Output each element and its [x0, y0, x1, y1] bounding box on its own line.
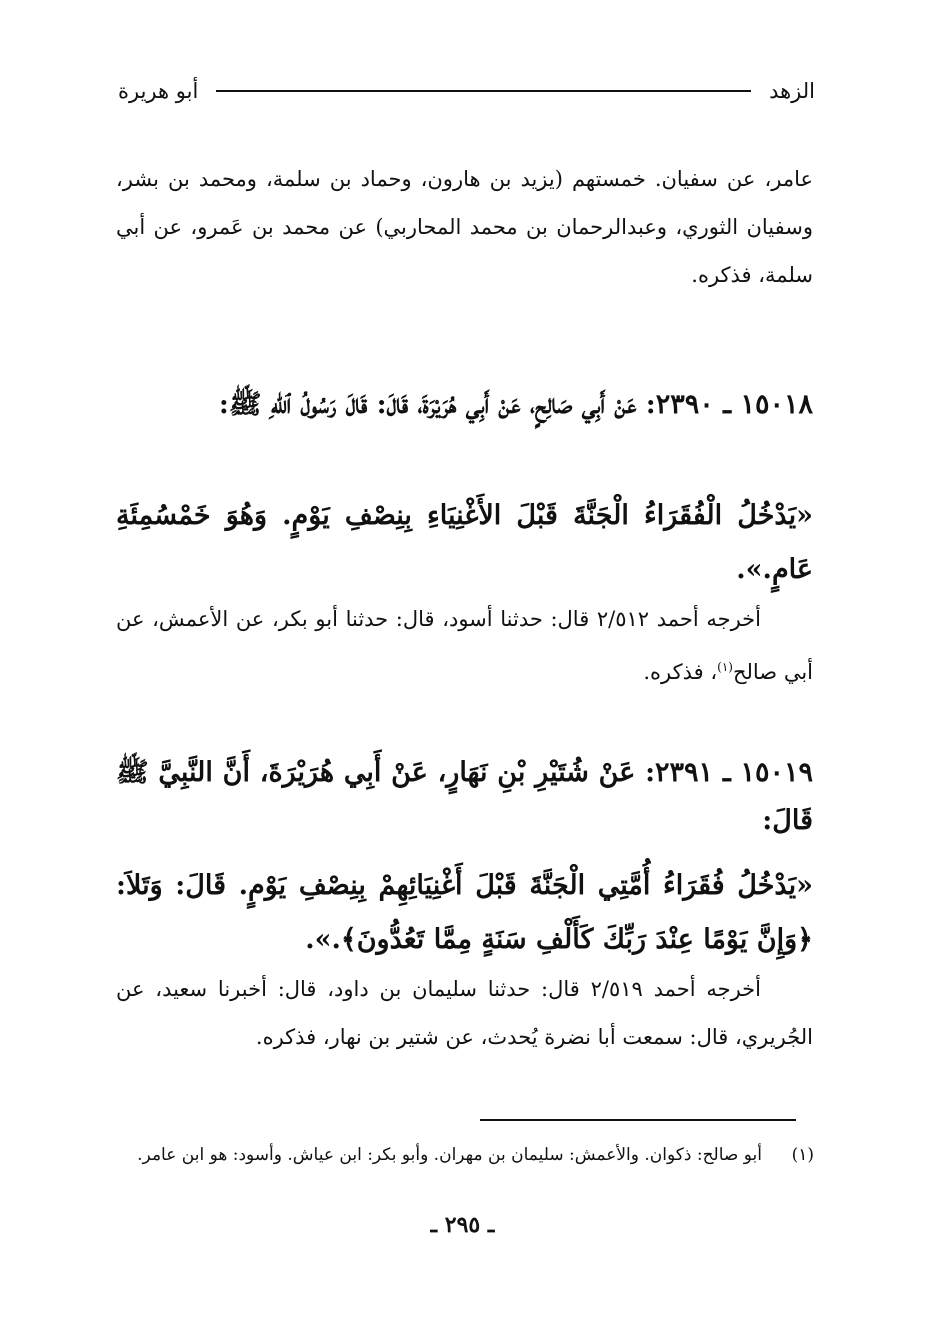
intro-paragraph: عامر، عن سفيان. خمستهم (يزيد بن هارون، وحماد بن سلمة، ومحمد بن بشر، وسفيان الثوري، وعبدالرحمان بن محمد المحاربي) عن محمد بن عَمرو، عن أبي سلمة، فذكره. [116, 167, 813, 287]
hadith-2-takhrij: أخرجه أحمد ٢/٥١٩ قال: حدثنا سليمان بن داود، قال: أخبرنا سعيد، عن الجُريري، قال: سمعت أبا نضرة يُحدث، عن شتير بن نهار، فذكره. [116, 977, 813, 1049]
hadith-1-heading: ١٥٠١٨ ـ ٢٣٩٠: عَنْ أَبِي صَالِحٍ، عَنْ أَبِي هُرَيْرَةَ، قَالَ: قَالَ رَسُولُ ٱللهِ ﷺ: [218, 389, 813, 420]
footnote-reference[interactable]: (١) [717, 660, 733, 674]
hadith-1-text: «يَدْخُلُ الْفُقَرَاءُ الْجَنَّةَ قَبْلَ الأَغْنِيَاءِ بِنِصْفِ يَوْمٍ. وَهُوَ خَمْسُمِئَةِ عَامٍ.». [116, 500, 813, 585]
footnote-text: أبو صالح: ذكوان. والأعمش: سليمان بن مهران. وأبو بكر: ابن عياش. وأسود: هو ابن عامر. [137, 1145, 762, 1165]
hadith-2-text: «يَدْخُلُ فُقَرَاءُ أُمَّتِي الْجَنَّةَ قَبْلَ أَغْنِيَائِهِمْ بِنِصْفِ يَوْمٍ. قَالَ: وَتَلاَ: ﴿وَإِنَّ يَوْمًا عِنْدَ رَبِّكَ كَأَلْفِ سَنَةٍ مِمَّا تَعُدُّونَ﴾.». [116, 870, 813, 955]
footnote [112, 1138, 814, 1172]
takhrij-text-end: ، فذكره. [643, 660, 718, 684]
footnote-separator [480, 1119, 796, 1121]
takhrij-text: أخرجه أحمد ٢/٥١٢ قال: حدثنا أسود، قال: حدثنا أبو بكر، عن الأعمش، عن أبي صالح [116, 607, 813, 684]
book-section-title: أبو هريرة [118, 79, 199, 103]
header-rule [216, 90, 751, 92]
hadith-1-takhrij [116, 595, 813, 696]
chapter-title: الزهد [769, 79, 815, 103]
hadith-2-heading: ١٥٠١٩ ـ ٢٣٩١: عَنْ شُتَيْرِ بْنِ نَهَارٍ، عَنْ أَبِي هُرَيْرَةَ، أَنَّ النَّبِيَّ ﷺ قَالَ: [116, 757, 813, 836]
footnote-mark: (١) [791, 1145, 814, 1165]
running-header [118, 74, 815, 108]
page-number: ـ ٢٩٥ ـ [430, 1212, 495, 1238]
